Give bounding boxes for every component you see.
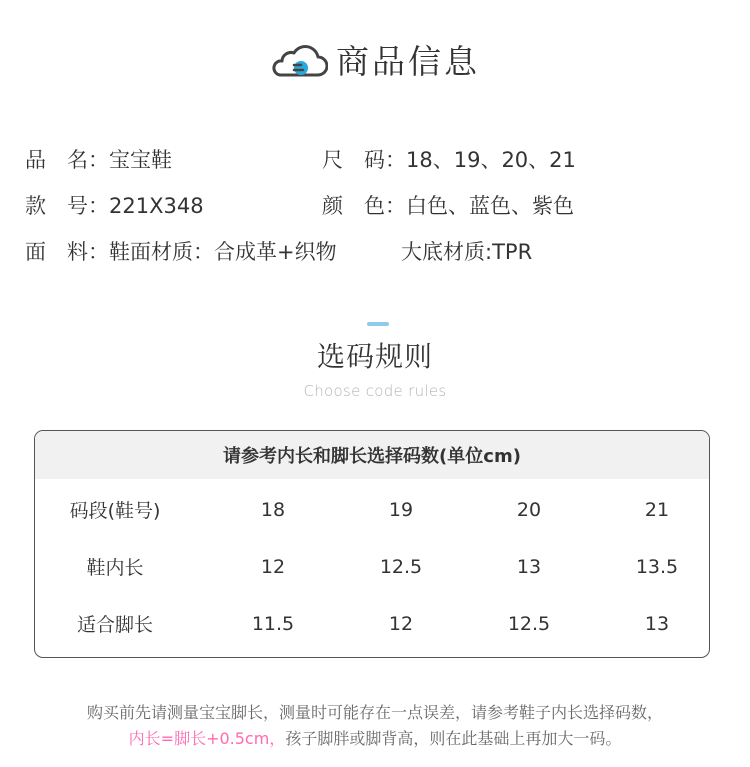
info-sole [401,242,532,263]
note-line-2 [0,726,750,752]
info-name-label: 品 名： [25,148,109,172]
table-row [35,481,710,538]
section-header-product-info [0,36,750,86]
cloud-icon [270,41,328,81]
table-cell: 13 [644,612,670,635]
info-model-value: 221X348 [109,194,204,218]
info-color-label: 颜 色： [322,194,406,218]
note-highlight: 内长=脚长+0.5cm， [128,729,286,748]
rules-title: 选码规则 [316,340,433,373]
info-size [322,150,576,171]
table-cell: 13 [516,555,542,578]
info-material-value: 鞋面材质：合成革+织物 [109,240,337,264]
row-label: 适合脚长 [76,614,153,636]
info-sole-value: 大底材质:TPR [401,240,533,264]
note-line-2-text: 孩子脚胖或脚背高，则在此基础上再加大一码。 [285,729,622,748]
table-cell: 13.5 [635,555,679,578]
info-model-label: 款 号： [25,194,109,218]
rules-subtitle: Choose code rules [303,382,447,400]
size-table [34,430,710,658]
table-cell: 12 [388,612,414,635]
row-label: 码段(鞋号) [69,500,161,522]
info-material [25,242,337,263]
table-cell: 11.5 [251,612,295,635]
info-color-value: 白色、蓝色、紫色 [406,194,574,218]
table-cell: 19 [388,498,414,521]
accent-bar [367,322,389,326]
page-title: 商品信息 [336,41,480,81]
info-name [25,150,172,171]
table-cell: 21 [644,498,670,521]
table-cell: 20 [516,498,542,521]
info-color [322,196,574,217]
table-cell: 12.5 [379,555,423,578]
table-cell: 18 [260,498,286,521]
note-line-1: 购买前先请测量宝宝脚长，测量时可能存在一点误差，请参考鞋子内长选择码数， [86,703,663,722]
row-label: 鞋内长 [86,557,144,579]
sizing-note [0,700,750,752]
info-size-label: 尺 码： [322,148,406,172]
table-row [35,538,710,595]
info-name-value: 宝宝鞋 [109,148,172,172]
info-material-label: 面 料： [25,240,109,264]
info-model [25,196,204,217]
table-cell: 12 [260,555,286,578]
table-cell: 12.5 [507,612,551,635]
table-row [35,595,710,652]
info-size-value: 18、19、20、21 [406,148,576,172]
table-header: 请参考内长和脚长选择码数(单位cm) [35,431,709,479]
